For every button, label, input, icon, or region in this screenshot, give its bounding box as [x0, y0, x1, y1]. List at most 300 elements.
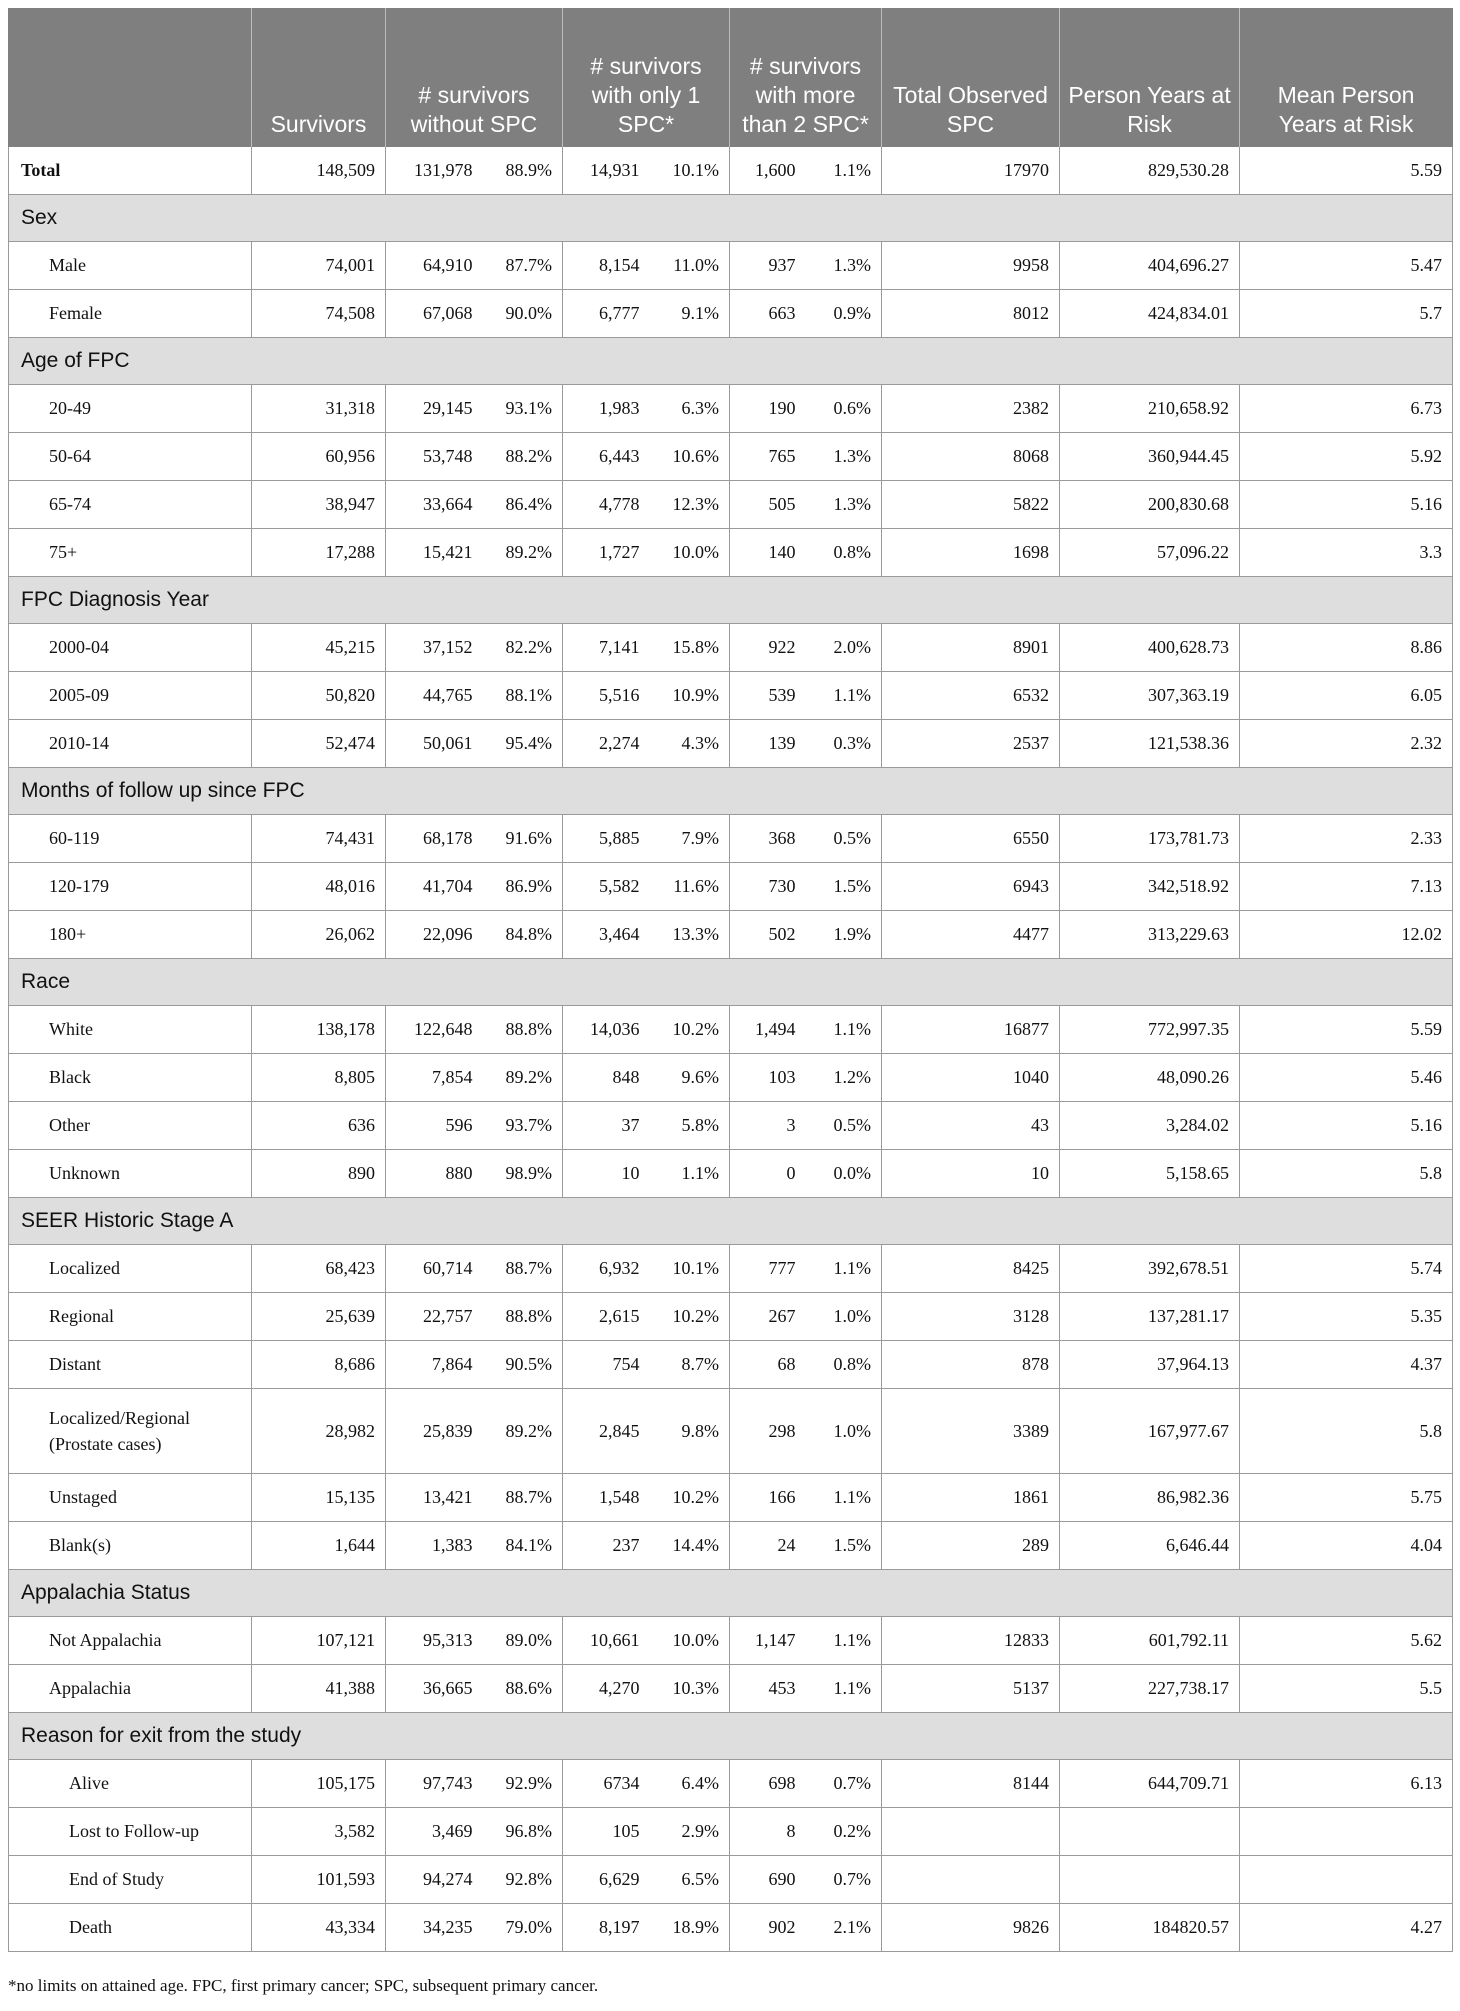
cell-without-n: 68,178: [386, 815, 483, 863]
table-row: [9, 1808, 1453, 1856]
cell-mean-person-years: 2.33: [1240, 815, 1453, 863]
cell-only1-n: 237: [563, 1522, 650, 1570]
cell-more2-pct: 1.1%: [806, 1665, 882, 1713]
cell-survivors: 45,215: [252, 624, 386, 672]
cell-only1-pct: 7.9%: [650, 815, 730, 863]
cell-more2-n: 368: [730, 815, 806, 863]
cell-only1-pct: 11.6%: [650, 863, 730, 911]
cell-survivors: 48,016: [252, 863, 386, 911]
table-row: [9, 1617, 1453, 1665]
cell-only1-n: 1,983: [563, 385, 650, 433]
cell-mean-person-years: 12.02: [1240, 911, 1453, 959]
cell-without-n: 37,152: [386, 624, 483, 672]
cell-observed: 3389: [882, 1389, 1060, 1474]
cell-only1-n: 4,778: [563, 481, 650, 529]
row-label: End of Study: [9, 1856, 252, 1904]
cell-more2-pct: 1.3%: [806, 433, 882, 481]
cell-person-years: 210,658.92: [1060, 385, 1240, 433]
table-row: [9, 911, 1453, 959]
table-row: [9, 1102, 1453, 1150]
cell-person-years: 772,997.35: [1060, 1006, 1240, 1054]
cell-more2-n: 0: [730, 1150, 806, 1198]
cell-without-n: 60,714: [386, 1245, 483, 1293]
cell-without-n: 880: [386, 1150, 483, 1198]
table-row: [9, 1054, 1453, 1102]
table-row: [9, 385, 1453, 433]
row-label: Distant: [9, 1341, 252, 1389]
cell-without-pct: 92.9%: [483, 1760, 563, 1808]
section-title: Race: [9, 959, 1453, 1006]
header-without-spc: # survivors without SPC: [386, 8, 563, 147]
cell-without-n: 15,421: [386, 529, 483, 577]
cell-without-pct: 89.2%: [483, 1054, 563, 1102]
cell-mean-person-years: 5.92: [1240, 433, 1453, 481]
cell-only1-pct: 10.9%: [650, 672, 730, 720]
cell-only1-pct: 4.3%: [650, 720, 730, 768]
cell-survivors: 3,582: [252, 1808, 386, 1856]
cell-only1-n: 2,615: [563, 1293, 650, 1341]
cell-person-years: 137,281.17: [1060, 1293, 1240, 1341]
cell-without-n: 34,235: [386, 1904, 483, 1952]
cell-without-pct: 89.2%: [483, 1389, 563, 1474]
cell-only1-pct: 6.4%: [650, 1760, 730, 1808]
cell-survivors: 8,805: [252, 1054, 386, 1102]
cell-person-years: 392,678.51: [1060, 1245, 1240, 1293]
cell-without-n: 53,748: [386, 433, 483, 481]
table-row: [9, 1904, 1453, 1952]
cell-more2-n: 166: [730, 1474, 806, 1522]
cell-more2-pct: 1.3%: [806, 481, 882, 529]
cell-person-years: [1060, 1856, 1240, 1904]
table-row: [9, 1522, 1453, 1570]
cell-without-n: 7,864: [386, 1341, 483, 1389]
section-title: Sex: [9, 195, 1453, 242]
cell-person-years: 400,628.73: [1060, 624, 1240, 672]
row-label: 75+: [9, 529, 252, 577]
cell-observed: 9826: [882, 1904, 1060, 1952]
cell-survivors: 74,001: [252, 242, 386, 290]
header-total-observed-spc: Total Observed SPC: [882, 8, 1060, 147]
cell-only1-n: 848: [563, 1054, 650, 1102]
row-label: Not Appalachia: [9, 1617, 252, 1665]
cell-more2-pct: 0.2%: [806, 1808, 882, 1856]
cell-without-n: 22,757: [386, 1293, 483, 1341]
cell-observed: 43: [882, 1102, 1060, 1150]
cell-mean-person-years: 4.37: [1240, 1341, 1453, 1389]
cell-more2-n: 1,147: [730, 1617, 806, 1665]
row-label: Blank(s): [9, 1522, 252, 1570]
cell-survivors: 60,956: [252, 433, 386, 481]
cell-only1-n: 5,885: [563, 815, 650, 863]
cell-person-years: 184820.57: [1060, 1904, 1240, 1952]
cell-more2-n: 140: [730, 529, 806, 577]
cell-person-years: 342,518.92: [1060, 863, 1240, 911]
cell-more2-pct: 0.5%: [806, 1102, 882, 1150]
cell-observed: 8901: [882, 624, 1060, 672]
header-person-years: Person Years at Risk: [1060, 8, 1240, 147]
row-label: 2005-09: [9, 672, 252, 720]
cell-more2-n: 8: [730, 1808, 806, 1856]
cell-more2-pct: 1.5%: [806, 1522, 882, 1570]
cell-only1-pct: 8.7%: [650, 1341, 730, 1389]
table-row: [9, 672, 1453, 720]
cell-only1-n: 10: [563, 1150, 650, 1198]
cell-without-pct: 79.0%: [483, 1904, 563, 1952]
cell-mean-person-years: 5.74: [1240, 1245, 1453, 1293]
cell-only1-pct: 12.3%: [650, 481, 730, 529]
cell-only1-n: 37: [563, 1102, 650, 1150]
cell-observed: 6943: [882, 863, 1060, 911]
table-row: [9, 720, 1453, 768]
cell-more2-pct: 1.1%: [806, 1006, 882, 1054]
cell-only1-pct: 10.3%: [650, 1665, 730, 1713]
cell-survivors: 148,509: [252, 147, 386, 195]
cell-more2-n: 502: [730, 911, 806, 959]
cell-survivors: 41,388: [252, 1665, 386, 1713]
header-blank: [9, 8, 252, 147]
cell-without-n: 67,068: [386, 290, 483, 338]
row-label: Male: [9, 242, 252, 290]
cell-observed: 2382: [882, 385, 1060, 433]
table-row: [9, 863, 1453, 911]
cell-mean-person-years: 6.05: [1240, 672, 1453, 720]
cell-without-pct: 86.4%: [483, 481, 563, 529]
table-row: [9, 290, 1453, 338]
cell-survivors: 107,121: [252, 1617, 386, 1665]
cell-without-n: 7,854: [386, 1054, 483, 1102]
section-header-row: [9, 577, 1453, 624]
cell-more2-n: 730: [730, 863, 806, 911]
spc-table: [8, 8, 1453, 1952]
cell-person-years: 829,530.28: [1060, 147, 1240, 195]
row-label: 2000-04: [9, 624, 252, 672]
cell-more2-n: 765: [730, 433, 806, 481]
footnote: *no limits on attained age. FPC, first primary cancer; SPC, subsequent primary cancer.: [8, 1976, 599, 1995]
row-label: Death: [9, 1904, 252, 1952]
cell-observed: 4477: [882, 911, 1060, 959]
cell-only1-n: 5,582: [563, 863, 650, 911]
row-label: Female: [9, 290, 252, 338]
cell-without-pct: 95.4%: [483, 720, 563, 768]
cell-without-n: 29,145: [386, 385, 483, 433]
cell-more2-pct: 1.1%: [806, 1474, 882, 1522]
cell-only1-pct: 10.0%: [650, 529, 730, 577]
section-header-row: [9, 338, 1453, 385]
cell-without-n: 44,765: [386, 672, 483, 720]
table-container: [8, 8, 1452, 1952]
header-survivors: Survivors: [252, 8, 386, 147]
cell-without-n: 25,839: [386, 1389, 483, 1474]
cell-person-years: 57,096.22: [1060, 529, 1240, 577]
cell-mean-person-years: 4.27: [1240, 1904, 1453, 1952]
cell-observed: 1698: [882, 529, 1060, 577]
cell-more2-n: 1,600: [730, 147, 806, 195]
cell-mean-person-years: 2.32: [1240, 720, 1453, 768]
cell-more2-pct: 1.2%: [806, 1054, 882, 1102]
cell-only1-pct: 2.9%: [650, 1808, 730, 1856]
cell-only1-n: 5,516: [563, 672, 650, 720]
cell-more2-n: 902: [730, 1904, 806, 1952]
cell-more2-pct: 1.5%: [806, 863, 882, 911]
cell-only1-pct: 10.2%: [650, 1474, 730, 1522]
cell-mean-person-years: 3.3: [1240, 529, 1453, 577]
cell-only1-n: 2,845: [563, 1389, 650, 1474]
cell-mean-person-years: [1240, 1808, 1453, 1856]
cell-mean-person-years: 5.62: [1240, 1617, 1453, 1665]
total-row: [9, 147, 1453, 195]
cell-only1-pct: 5.8%: [650, 1102, 730, 1150]
cell-person-years: 37,964.13: [1060, 1341, 1240, 1389]
cell-more2-n: 1,494: [730, 1006, 806, 1054]
table-row: [9, 1474, 1453, 1522]
cell-more2-n: 539: [730, 672, 806, 720]
cell-more2-n: 937: [730, 242, 806, 290]
section-header-row: [9, 195, 1453, 242]
row-label: 50-64: [9, 433, 252, 481]
cell-without-n: 13,421: [386, 1474, 483, 1522]
cell-observed: 8012: [882, 290, 1060, 338]
cell-mean-person-years: 5.5: [1240, 1665, 1453, 1713]
cell-without-pct: 87.7%: [483, 242, 563, 290]
cell-without-pct: 90.5%: [483, 1341, 563, 1389]
cell-observed: 1040: [882, 1054, 1060, 1102]
cell-only1-n: 8,197: [563, 1904, 650, 1952]
cell-more2-pct: 1.1%: [806, 1245, 882, 1293]
row-label: 120-179: [9, 863, 252, 911]
cell-only1-pct: 9.6%: [650, 1054, 730, 1102]
cell-more2-n: 690: [730, 1856, 806, 1904]
row-label: Unknown: [9, 1150, 252, 1198]
cell-survivors: 17,288: [252, 529, 386, 577]
cell-mean-person-years: 5.8: [1240, 1150, 1453, 1198]
row-label: Localized: [9, 1245, 252, 1293]
cell-observed: 16877: [882, 1006, 1060, 1054]
table-row: [9, 1856, 1453, 1904]
section-title: FPC Diagnosis Year: [9, 577, 1453, 624]
section-title: SEER Historic Stage A: [9, 1198, 1453, 1245]
cell-more2-n: 3: [730, 1102, 806, 1150]
cell-only1-n: 105: [563, 1808, 650, 1856]
cell-without-pct: 92.8%: [483, 1856, 563, 1904]
section-header-row: [9, 959, 1453, 1006]
cell-more2-pct: 0.9%: [806, 290, 882, 338]
cell-mean-person-years: 5.59: [1240, 147, 1453, 195]
cell-survivors: 74,431: [252, 815, 386, 863]
cell-more2-pct: 0.8%: [806, 529, 882, 577]
cell-person-years: 86,982.36: [1060, 1474, 1240, 1522]
cell-more2-n: 453: [730, 1665, 806, 1713]
row-label-line2: (Prostate cases): [49, 1434, 162, 1454]
cell-more2-pct: 0.7%: [806, 1856, 882, 1904]
cell-only1-n: 6734: [563, 1760, 650, 1808]
cell-without-pct: 89.2%: [483, 529, 563, 577]
cell-survivors: 52,474: [252, 720, 386, 768]
cell-survivors: 50,820: [252, 672, 386, 720]
cell-mean-person-years: 5.35: [1240, 1293, 1453, 1341]
cell-observed: 10: [882, 1150, 1060, 1198]
cell-without-n: 33,664: [386, 481, 483, 529]
table-row: [9, 242, 1453, 290]
cell-without-n: 131,978: [386, 147, 483, 195]
row-label: Appalachia: [9, 1665, 252, 1713]
cell-only1-n: 6,443: [563, 433, 650, 481]
cell-only1-pct: 10.6%: [650, 433, 730, 481]
cell-mean-person-years: 5.59: [1240, 1006, 1453, 1054]
cell-survivors: 15,135: [252, 1474, 386, 1522]
cell-observed: 6550: [882, 815, 1060, 863]
cell-more2-pct: 1.3%: [806, 242, 882, 290]
table-row: [9, 481, 1453, 529]
row-label: 60-119: [9, 815, 252, 863]
cell-more2-n: 922: [730, 624, 806, 672]
cell-only1-n: 4,270: [563, 1665, 650, 1713]
cell-survivors: 105,175: [252, 1760, 386, 1808]
cell-person-years: 227,738.17: [1060, 1665, 1240, 1713]
cell-only1-pct: 10.1%: [650, 147, 730, 195]
cell-survivors: 31,318: [252, 385, 386, 433]
row-label: Black: [9, 1054, 252, 1102]
table-row: [9, 529, 1453, 577]
cell-without-pct: 84.1%: [483, 1522, 563, 1570]
cell-person-years: 6,646.44: [1060, 1522, 1240, 1570]
cell-without-pct: 86.9%: [483, 863, 563, 911]
cell-without-pct: 84.8%: [483, 911, 563, 959]
cell-mean-person-years: 7.13: [1240, 863, 1453, 911]
cell-mean-person-years: 5.75: [1240, 1474, 1453, 1522]
cell-more2-n: 267: [730, 1293, 806, 1341]
cell-more2-pct: 1.9%: [806, 911, 882, 959]
cell-only1-pct: 15.8%: [650, 624, 730, 672]
cell-only1-n: 754: [563, 1341, 650, 1389]
cell-only1-n: 7,141: [563, 624, 650, 672]
cell-only1-n: 2,274: [563, 720, 650, 768]
cell-more2-pct: 1.0%: [806, 1389, 882, 1474]
section-title: Age of FPC: [9, 338, 1453, 385]
cell-survivors: 38,947: [252, 481, 386, 529]
cell-person-years: 121,538.36: [1060, 720, 1240, 768]
cell-observed: 289: [882, 1522, 1060, 1570]
cell-without-pct: 90.0%: [483, 290, 563, 338]
cell-survivors: 138,178: [252, 1006, 386, 1054]
cell-only1-n: 1,727: [563, 529, 650, 577]
cell-mean-person-years: [1240, 1856, 1453, 1904]
cell-without-n: 122,648: [386, 1006, 483, 1054]
table-row: [9, 1341, 1453, 1389]
cell-mean-person-years: 6.13: [1240, 1760, 1453, 1808]
cell-mean-person-years: 5.16: [1240, 481, 1453, 529]
cell-more2-n: 24: [730, 1522, 806, 1570]
row-label: [9, 1389, 252, 1474]
cell-observed: 878: [882, 1341, 1060, 1389]
cell-person-years: 5,158.65: [1060, 1150, 1240, 1198]
cell-without-pct: 93.7%: [483, 1102, 563, 1150]
cell-survivors: 25,639: [252, 1293, 386, 1341]
cell-observed: [882, 1808, 1060, 1856]
cell-survivors: 890: [252, 1150, 386, 1198]
cell-person-years: 313,229.63: [1060, 911, 1240, 959]
cell-person-years: 48,090.26: [1060, 1054, 1240, 1102]
row-label: 180+: [9, 911, 252, 959]
cell-observed: 6532: [882, 672, 1060, 720]
cell-only1-n: 6,777: [563, 290, 650, 338]
cell-without-pct: 93.1%: [483, 385, 563, 433]
cell-without-n: 97,743: [386, 1760, 483, 1808]
cell-more2-pct: 0.5%: [806, 815, 882, 863]
row-label: 2010-14: [9, 720, 252, 768]
cell-without-pct: 88.7%: [483, 1474, 563, 1522]
cell-without-pct: 88.9%: [483, 147, 563, 195]
cell-more2-pct: 1.0%: [806, 1293, 882, 1341]
cell-without-pct: 91.6%: [483, 815, 563, 863]
table-body: [9, 147, 1453, 1952]
cell-observed: [882, 1856, 1060, 1904]
row-label: 20-49: [9, 385, 252, 433]
cell-observed: 8068: [882, 433, 1060, 481]
cell-more2-pct: 1.1%: [806, 672, 882, 720]
cell-without-n: 3,469: [386, 1808, 483, 1856]
cell-more2-n: 505: [730, 481, 806, 529]
cell-without-pct: 88.8%: [483, 1006, 563, 1054]
cell-more2-n: 139: [730, 720, 806, 768]
cell-survivors: 28,982: [252, 1389, 386, 1474]
cell-only1-n: 6,932: [563, 1245, 650, 1293]
section-header-row: [9, 1198, 1453, 1245]
cell-survivors: 26,062: [252, 911, 386, 959]
cell-mean-person-years: 5.46: [1240, 1054, 1453, 1102]
cell-survivors: 74,508: [252, 290, 386, 338]
table-row: [9, 624, 1453, 672]
cell-survivors: 1,644: [252, 1522, 386, 1570]
cell-observed: 8144: [882, 1760, 1060, 1808]
cell-without-pct: 82.2%: [483, 624, 563, 672]
header-only-1-spc: # survivors with only 1 SPC*: [563, 8, 730, 147]
cell-person-years: 424,834.01: [1060, 290, 1240, 338]
row-label-line1: Localized/Regional: [49, 1408, 190, 1428]
cell-only1-pct: 18.9%: [650, 1904, 730, 1952]
row-label: Unstaged: [9, 1474, 252, 1522]
table-row: [9, 433, 1453, 481]
cell-without-pct: 98.9%: [483, 1150, 563, 1198]
cell-survivors: 43,334: [252, 1904, 386, 1952]
section-title: Reason for exit from the study: [9, 1713, 1453, 1760]
cell-person-years: [1060, 1808, 1240, 1856]
cell-survivors: 636: [252, 1102, 386, 1150]
cell-without-pct: 88.1%: [483, 672, 563, 720]
cell-person-years: 360,944.45: [1060, 433, 1240, 481]
cell-more2-n: 698: [730, 1760, 806, 1808]
section-title: Appalachia Status: [9, 1570, 1453, 1617]
cell-observed: 2537: [882, 720, 1060, 768]
table-header: [9, 8, 1453, 147]
cell-survivors: 8,686: [252, 1341, 386, 1389]
cell-only1-n: 3,464: [563, 911, 650, 959]
row-label-wrap: [49, 1405, 241, 1457]
cell-more2-pct: 0.8%: [806, 1341, 882, 1389]
cell-survivors: 68,423: [252, 1245, 386, 1293]
table-row: [9, 815, 1453, 863]
table-row: [9, 1665, 1453, 1713]
cell-mean-person-years: 6.73: [1240, 385, 1453, 433]
header-mean-person-years: Mean Person Years at Risk: [1240, 8, 1453, 147]
cell-without-pct: 88.8%: [483, 1293, 563, 1341]
row-label: Lost to Follow-up: [9, 1808, 252, 1856]
cell-only1-pct: 9.1%: [650, 290, 730, 338]
cell-observed: 8425: [882, 1245, 1060, 1293]
cell-mean-person-years: 8.86: [1240, 624, 1453, 672]
cell-only1-n: 1,548: [563, 1474, 650, 1522]
cell-observed: 12833: [882, 1617, 1060, 1665]
cell-without-n: 596: [386, 1102, 483, 1150]
